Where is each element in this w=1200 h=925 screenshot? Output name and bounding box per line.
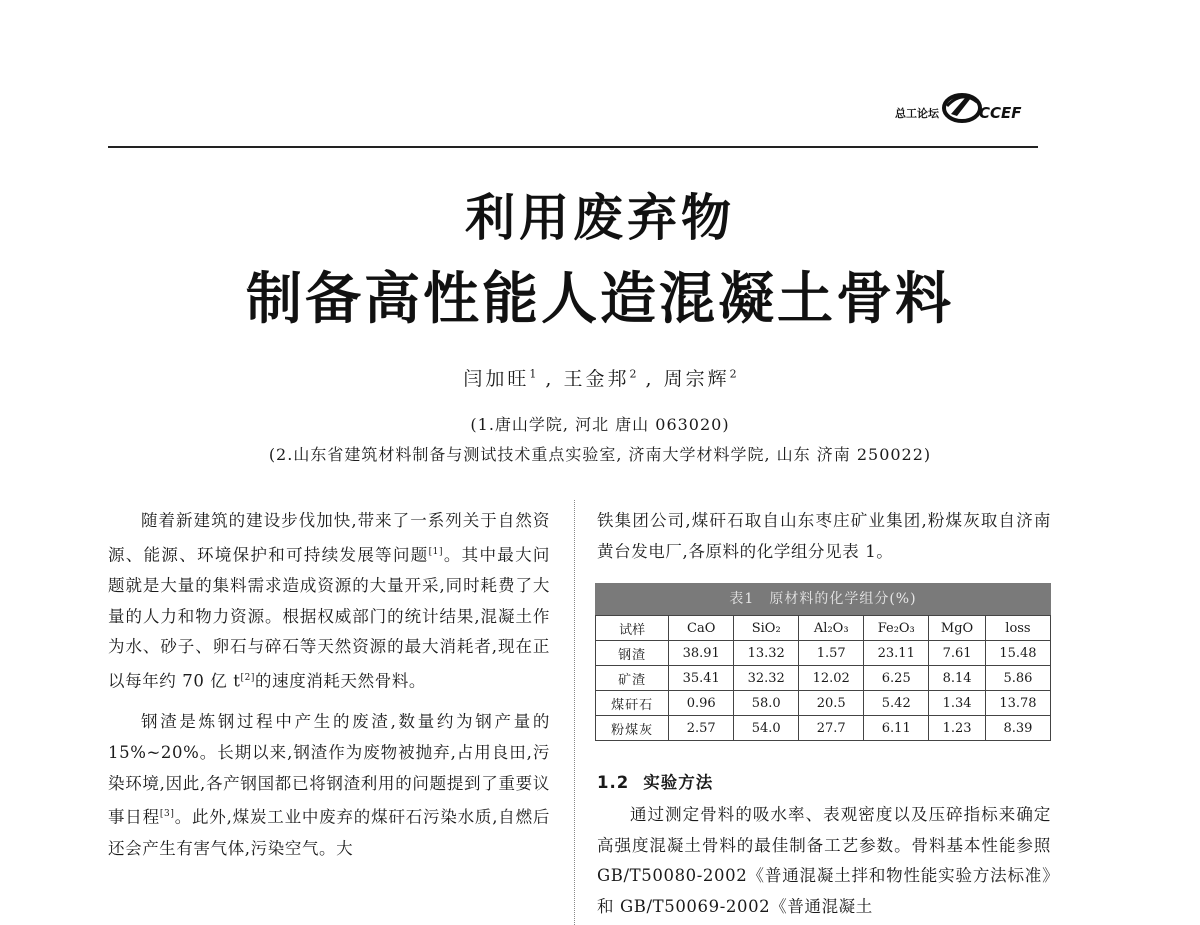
- article-title-line-2: 制备高性能人造混凝土骨料: [246, 267, 954, 332]
- table-cell: 13.78: [985, 691, 1050, 716]
- table-row-label: 煤矸石: [596, 691, 669, 716]
- table-cell: 23.11: [864, 641, 929, 666]
- logo-text-chinese: 总工论坛: [895, 107, 939, 120]
- affiliation-1: (1.唐山学院, 河北 唐山 063020): [470, 415, 730, 434]
- table-cell: 38.91: [669, 641, 734, 666]
- table-cell: 1.23: [929, 716, 986, 741]
- affiliation-2: (2.山东省建筑材料制备与测试技术重点实验室, 济南大学材料学院, 山东 济南 250022): [268, 445, 932, 464]
- table-cell: 13.32: [734, 641, 799, 666]
- table-row-label: 矿渣: [596, 666, 669, 691]
- table-cell: 2.57: [669, 716, 734, 741]
- header-rule: [108, 146, 1038, 148]
- table-row: [596, 641, 1051, 666]
- table-header-cell: Fe₂O₃: [864, 616, 929, 641]
- table-cell: 0.96: [669, 691, 734, 716]
- table-header-cell: Al₂O₃: [799, 616, 864, 641]
- table-cell: 7.61: [929, 641, 986, 666]
- chemical-composition-table: [595, 583, 1051, 741]
- table-header-cell: SiO₂: [734, 616, 799, 641]
- section-title: 实验方法: [643, 773, 714, 792]
- author-list: 闫加旺$^1$ , 王金邦$^2$ , 周宗辉$^2$: [463, 367, 737, 390]
- author-name: 闫加旺: [463, 368, 530, 390]
- table-caption: 表1 原材料的化学组分(%): [595, 583, 1051, 615]
- article-title-line-1: 利用废弃物: [465, 189, 735, 247]
- body-column-right-lower: [597, 800, 1051, 923]
- author-affiliation-mark: 1: [529, 367, 537, 381]
- body-column-left: [108, 506, 550, 864]
- table-header-cell: loss: [985, 616, 1050, 641]
- body-paragraph: 铁集团公司,煤矸石取自山东枣庄矿业集团,粉煤灰取自济南黄台发电厂,各原料的化学组分见表 1。: [597, 511, 1051, 561]
- table-cell: 15.48: [985, 641, 1050, 666]
- table-cell: 54.0: [734, 716, 799, 741]
- logo-text-ccef: CCEF: [979, 104, 1022, 122]
- citation-ref: [1]: [428, 546, 444, 557]
- table-cell: 5.42: [864, 691, 929, 716]
- table-row: [596, 666, 1051, 691]
- author-affiliation-mark: 2: [729, 367, 737, 381]
- table-cell: 8.39: [985, 716, 1050, 741]
- table-row-label: 粉煤灰: [596, 716, 669, 741]
- table-cell: 32.32: [734, 666, 799, 691]
- table-header-cell: 试样: [596, 616, 669, 641]
- author-name: 王金邦: [563, 368, 630, 390]
- table-cell: 6.25: [864, 666, 929, 691]
- table-row: [596, 691, 1051, 716]
- table-cell: 12.02: [799, 666, 864, 691]
- author-affiliation-mark: 2: [629, 367, 637, 381]
- data-table: [595, 615, 1051, 741]
- table-cell: 1.34: [929, 691, 986, 716]
- table-header-cell: MgO: [929, 616, 986, 641]
- body-paragraph: 随着新建筑的建设步伐加快,带来了一系列关于自然资源、能源、环境保护和可持续发展等问题[1]。其中最大问题就是大量的集料需求造成资源的大量开采,同时耗费了大量的人力和物力资源。根据权威部门的统计结果,混凝土作为水、砂子、卵石与碎石等天然资源的最大消耗者,现在正以每年约 70 亿 t[2]的速度消耗天然骨料。: [108, 511, 550, 691]
- table-cell: 35.41: [669, 666, 734, 691]
- table-cell: 27.7: [799, 716, 864, 741]
- section-heading: [597, 769, 713, 793]
- table-cell: 58.0: [734, 691, 799, 716]
- table-header-cell: CaO: [669, 616, 734, 641]
- citation-ref: [3]: [159, 809, 175, 820]
- table-row: [596, 716, 1051, 741]
- section-number: 1.2: [597, 773, 630, 792]
- table-cell: 1.57: [799, 641, 864, 666]
- body-paragraph: 通过测定骨料的吸水率、表观密度以及压碎指标来确定高强度混凝土骨料的最佳制备工艺参数。骨料基本性能参照 GB/T50080-2002《普通混凝土拌和物性能实验方法标准》和 GB/T50069-2002《普通混凝土: [597, 805, 1051, 917]
- column-divider: [574, 500, 575, 925]
- table-cell: 20.5: [799, 691, 864, 716]
- journal-logo: [895, 82, 1045, 132]
- table-cell: 5.86: [985, 666, 1050, 691]
- body-paragraph: 钢渣是炼钢过程中产生的废渣,数量约为钢产量的 15%~20%。长期以来,钢渣作为废物被抛弃,占用良田,污染环境,因此,各产钢国都已将钢渣利用的问题提到了重要议事日程[3]。此外,煤炭工业中废弃的煤矸石污染水质,自燃后还会产生有害气体,污染空气。大: [108, 712, 550, 858]
- table-header-row: [596, 616, 1051, 641]
- ccef-emblem-icon: [941, 86, 983, 128]
- author-name: 周宗辉: [663, 368, 730, 390]
- table-cell: 6.11: [864, 716, 929, 741]
- table-cell: 8.14: [929, 666, 986, 691]
- table-row-label: 钢渣: [596, 641, 669, 666]
- citation-ref: [2]: [240, 673, 256, 684]
- body-column-right: [597, 506, 1051, 567]
